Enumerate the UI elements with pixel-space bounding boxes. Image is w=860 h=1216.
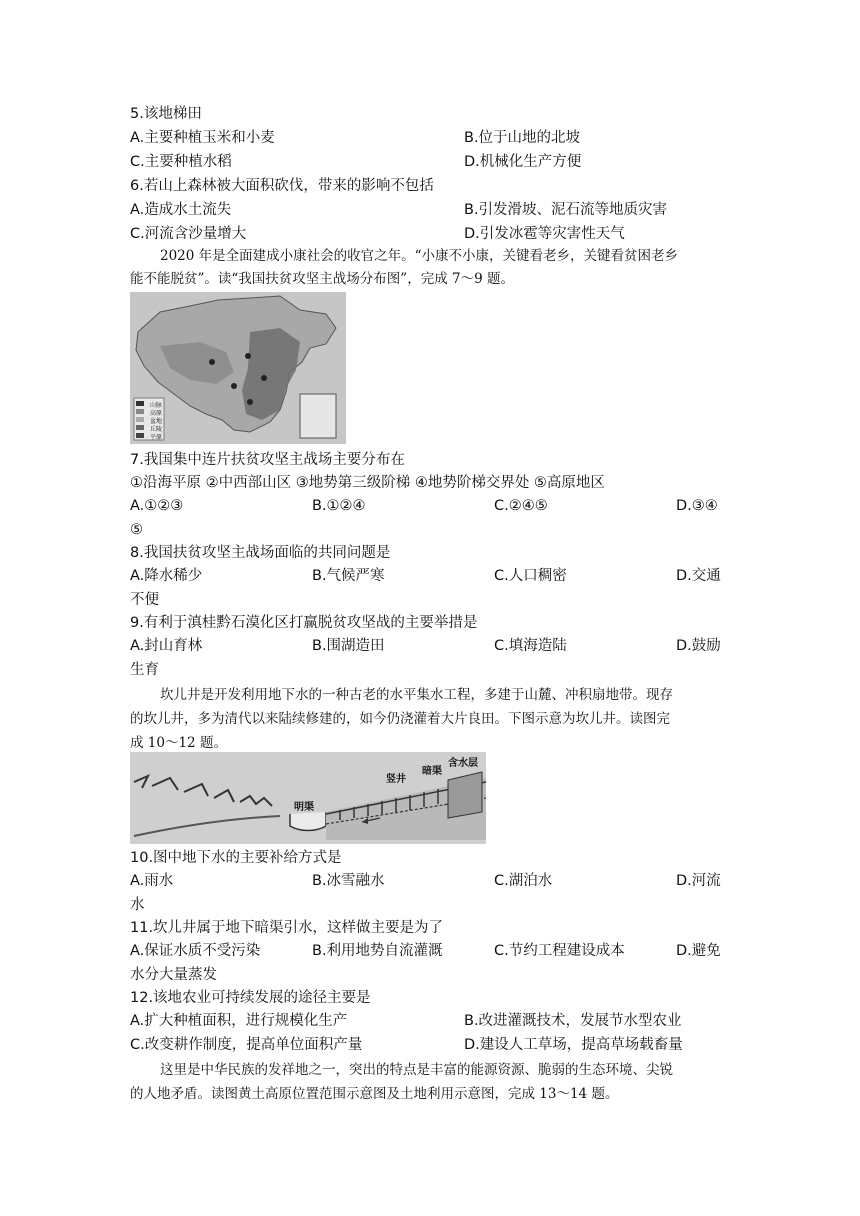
q10-option-b: B.冰雪融水 [312, 873, 385, 889]
label-shujing: 竖井 [386, 774, 406, 785]
legend-item-4: 丘陵 [150, 426, 163, 433]
legend-item-2: 高原 [150, 410, 163, 417]
q11-stem: 11.坎儿井属于地下暗渠引水，这样做主要是为了 [130, 920, 444, 936]
label-mingqu: 明渠 [294, 802, 314, 813]
china-map-graphic [130, 292, 346, 444]
q6-stem: 6.若山上森林被大面积砍伐，带来的影响不包括 [130, 178, 434, 194]
poverty-battlefield-map [130, 292, 346, 444]
label-hanshuiceng: 含水层 [448, 758, 478, 769]
intro-13-14-line1: 这里是中华民族的发祥地之一，突出的特点是丰富的能源资源、脆弱的生态环境、尖锐 [160, 1062, 673, 1078]
q7-option-d-wrap: ⑤ [130, 522, 143, 538]
q5-option-c: C.主要种植水稻 [130, 154, 232, 170]
q6-option-b: B.引发滑坡、泥石流等地质灾害 [464, 202, 668, 218]
q7-option-b: B.①②④ [312, 498, 366, 514]
q12-option-c: C.改变耕作制度，提高单位面积产量 [130, 1037, 363, 1053]
q12-option-d: D.建设人工草场，提高草场载畜量 [464, 1037, 683, 1053]
q9-option-a: A.封山育林 [130, 638, 203, 654]
q10-option-c: C.湖泊水 [494, 873, 553, 889]
q9-option-c: C.填海造陆 [494, 638, 567, 654]
karez-diagram [130, 752, 486, 844]
intro-10-12-line2: 的坎儿井，多为清代以来陆续修建的，如今仍浇灌着大片良田。下图示意为坎儿井。读图完 [130, 711, 670, 727]
q6-option-d: D.引发冰雹等灾害性天气 [464, 226, 625, 242]
q11-option-d-wrap: 水分大量蒸发 [130, 967, 217, 983]
q8-option-a: A.降水稀少 [130, 568, 203, 584]
q7-stem: 7.我国集中连片扶贫攻坚主战场主要分布在 [130, 452, 405, 468]
q5-option-b: B.位于山地的北坡 [464, 130, 581, 146]
q8-option-d: D.交通 [676, 568, 721, 584]
intro-10-12-line1: 坎儿井是开发利用地下水的一种古老的水平集水工程，多建于山麓、冲积扇地带。现存 [160, 687, 673, 703]
legend-item-3: 盆地 [150, 418, 163, 425]
q10-option-d-wrap: 水 [130, 897, 145, 913]
q11-option-d: D.避免 [676, 943, 721, 959]
q6-option-a: A.造成水土流失 [130, 202, 232, 218]
q9-option-b: B.围湖造田 [312, 638, 385, 654]
q12-option-a: A.扩大种植面积，进行规模化生产 [130, 1013, 348, 1029]
q5-option-d: D.机械化生产方便 [464, 154, 582, 170]
q11-option-c: C.节约工程建设成本 [494, 943, 625, 959]
legend-item-1: 山脉 [150, 402, 163, 409]
q7-option-c: C.②④⑤ [494, 498, 548, 514]
q11-option-a: A.保证水质不受污染 [130, 943, 261, 959]
q7-option-a: A.①②③ [130, 498, 184, 514]
label-anqu: 暗渠 [422, 766, 442, 777]
legend-item-5: 平原 [150, 434, 163, 441]
q8-stem: 8.我国扶贫攻坚主战场面临的共同问题是 [130, 545, 391, 561]
q8-option-d-wrap: 不便 [130, 592, 159, 608]
q12-stem: 12.该地农业可持续发展的途径主要是 [130, 990, 371, 1006]
q6-option-c: C.河流含沙量增大 [130, 226, 247, 242]
q5-stem: 5.该地梯田 [130, 106, 202, 122]
q9-option-d: D.鼓励 [676, 638, 721, 654]
q7-option-d: D.③④ [676, 498, 718, 514]
q5-option-a: A.主要种植玉米和小麦 [130, 130, 275, 146]
q9-stem: 9.有利于滇桂黔石漠化区打赢脱贫攻坚战的主要举措是 [130, 615, 478, 631]
q11-option-b: B.利用地势自流灌溉 [312, 943, 443, 959]
intro-7-9-line2: 能不能脱贫”。读“我国扶贫攻坚主战场分布图”，完成 7～9 题。 [130, 271, 514, 287]
q10-stem: 10.图中地下水的主要补给方式是 [130, 850, 342, 866]
q7-choices: ①沿海平原 ②中西部山区 ③地势第三级阶梯 ④地势阶梯交界处 ⑤高原地区 [130, 475, 605, 491]
intro-7-9-line1: 2020 年是全面建成小康社会的收官之年。“小康不小康，关键看老乡，关键看贫困老乡 [160, 248, 679, 264]
q10-option-a: A.雨水 [130, 873, 174, 889]
intro-13-14-line2: 的人地矛盾。读图黄土高原位置范围示意图及土地利用示意图，完成 13～14 题。 [130, 1086, 619, 1102]
q8-option-b: B.气候严寒 [312, 568, 385, 584]
intro-10-12-line3: 成 10～12 题。 [130, 735, 227, 751]
q10-option-d: D.河流 [676, 873, 721, 889]
q8-option-c: C.人口稠密 [494, 568, 567, 584]
q12-option-b: B.改进灌溉技术，发展节水型农业 [464, 1013, 682, 1029]
q9-option-d-wrap: 生育 [130, 662, 159, 678]
